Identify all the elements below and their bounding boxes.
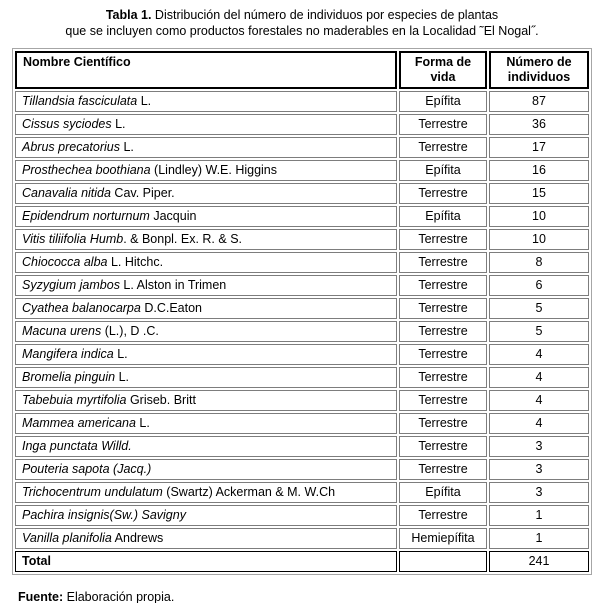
table-row [15, 298, 589, 319]
individuals-cell: 10 [489, 206, 589, 227]
individuals-cell: 5 [489, 298, 589, 319]
caption-line-1 [0, 7, 604, 23]
table-row [15, 275, 589, 296]
table-row [15, 252, 589, 273]
individuals-cell: 16 [489, 160, 589, 181]
species-name-cell: Vanilla planifolia Andrews [15, 528, 397, 549]
total-row [15, 551, 589, 572]
species-name-cell: Abrus precatorius L. [15, 137, 397, 158]
species-name-cell: Tabebuia myrtifolia Griseb. Britt [15, 390, 397, 411]
species-name-cell: Inga punctata Willd. [15, 436, 397, 457]
species-name-cell: Pachira insignis(Sw.) Savigny [15, 505, 397, 526]
table-row [15, 183, 589, 204]
table-row [15, 459, 589, 480]
species-name-cell: Canavalia nitida Cav. Piper. [15, 183, 397, 204]
table-row [15, 436, 589, 457]
life-form-cell: Epífita [399, 482, 487, 503]
caption-line-2: que se incluyen como productos forestales no maderables en la Localidad ˜El Nogal˝. [65, 24, 539, 38]
header-individuals: Número de individuos [489, 51, 589, 89]
life-form-cell: Terrestre [399, 459, 487, 480]
table-row [15, 114, 589, 135]
life-form-cell: Terrestre [399, 298, 487, 319]
individuals-cell: 4 [489, 344, 589, 365]
life-form-cell: Terrestre [399, 137, 487, 158]
table-caption [0, 0, 604, 39]
table-row [15, 137, 589, 158]
life-form-cell: Epífita [399, 206, 487, 227]
total-individuals-cell: 241 [489, 551, 589, 572]
individuals-cell: 4 [489, 390, 589, 411]
table-row [15, 390, 589, 411]
species-name-cell: Prosthechea boothiana (Lindley) W.E. Higgins [15, 160, 397, 181]
individuals-cell: 1 [489, 505, 589, 526]
species-name-cell: Bromelia pinguin L. [15, 367, 397, 388]
header-scientific-name: Nombre Científico [15, 51, 397, 89]
species-name-cell: Epidendrum norturnum Jacquin [15, 206, 397, 227]
life-form-cell: Terrestre [399, 505, 487, 526]
table-row [15, 229, 589, 250]
life-form-cell: Epífita [399, 160, 487, 181]
table-row [15, 91, 589, 112]
caption-table-number: Tabla 1. [105, 8, 152, 22]
life-form-cell: Terrestre [399, 344, 487, 365]
table-row [15, 160, 589, 181]
species-name-cell: Syzygium jambos L. Alston in Trimen [15, 275, 397, 296]
individuals-cell: 3 [489, 482, 589, 503]
source-label: Fuente: [18, 590, 64, 603]
species-name-cell: Vitis tiliifolia Humb. & Bonpl. Ex. R. & S. [15, 229, 397, 250]
total-label-cell: Total [15, 551, 397, 572]
caption-title-text: Distribución del número de individuos por especies de plantas [151, 8, 499, 22]
table-row [15, 482, 589, 503]
source-note [18, 590, 604, 603]
individuals-cell: 6 [489, 275, 589, 296]
table-row [15, 413, 589, 434]
table-body [15, 91, 589, 549]
species-name-cell: Cissus syciodes L. [15, 114, 397, 135]
individuals-cell: 5 [489, 321, 589, 342]
species-name-cell: Macuna urens (L.), D .C. [15, 321, 397, 342]
table-row [15, 505, 589, 526]
life-form-cell: Terrestre [399, 229, 487, 250]
life-form-cell: Terrestre [399, 367, 487, 388]
total-life-form-cell [399, 551, 487, 572]
header-life-form: Forma de vida [399, 51, 487, 89]
table-row [15, 528, 589, 549]
individuals-cell: 8 [489, 252, 589, 273]
individuals-cell: 4 [489, 413, 589, 434]
life-form-cell: Terrestre [399, 183, 487, 204]
life-form-cell: Terrestre [399, 390, 487, 411]
individuals-cell: 15 [489, 183, 589, 204]
individuals-cell: 17 [489, 137, 589, 158]
species-name-cell: Mangifera indica L. [15, 344, 397, 365]
species-name-cell: Trichocentrum undulatum (Swartz) Ackerman & M. W.Ch [15, 482, 397, 503]
species-table-frame [12, 48, 592, 575]
source-text: Elaboración propia. [63, 590, 175, 603]
table-row [15, 367, 589, 388]
life-form-cell: Hemiepífita [399, 528, 487, 549]
life-form-cell: Terrestre [399, 321, 487, 342]
life-form-cell: Terrestre [399, 413, 487, 434]
life-form-cell: Terrestre [399, 114, 487, 135]
individuals-cell: 10 [489, 229, 589, 250]
table-row [15, 344, 589, 365]
table-row [15, 206, 589, 227]
individuals-cell: 36 [489, 114, 589, 135]
individuals-cell: 4 [489, 367, 589, 388]
individuals-cell: 87 [489, 91, 589, 112]
species-table [13, 49, 591, 574]
species-name-cell: Tillandsia fasciculata L. [15, 91, 397, 112]
life-form-cell: Epífita [399, 91, 487, 112]
life-form-cell: Terrestre [399, 436, 487, 457]
species-name-cell: Cyathea balanocarpa D.C.Eaton [15, 298, 397, 319]
life-form-cell: Terrestre [399, 252, 487, 273]
species-name-cell: Chiococca alba L. Hitchc. [15, 252, 397, 273]
life-form-cell: Terrestre [399, 275, 487, 296]
species-name-cell: Mammea americana L. [15, 413, 397, 434]
individuals-cell: 3 [489, 459, 589, 480]
species-name-cell: Pouteria sapota (Jacq.) [15, 459, 397, 480]
individuals-cell: 1 [489, 528, 589, 549]
individuals-cell: 3 [489, 436, 589, 457]
table-row [15, 321, 589, 342]
header-row [15, 51, 589, 89]
